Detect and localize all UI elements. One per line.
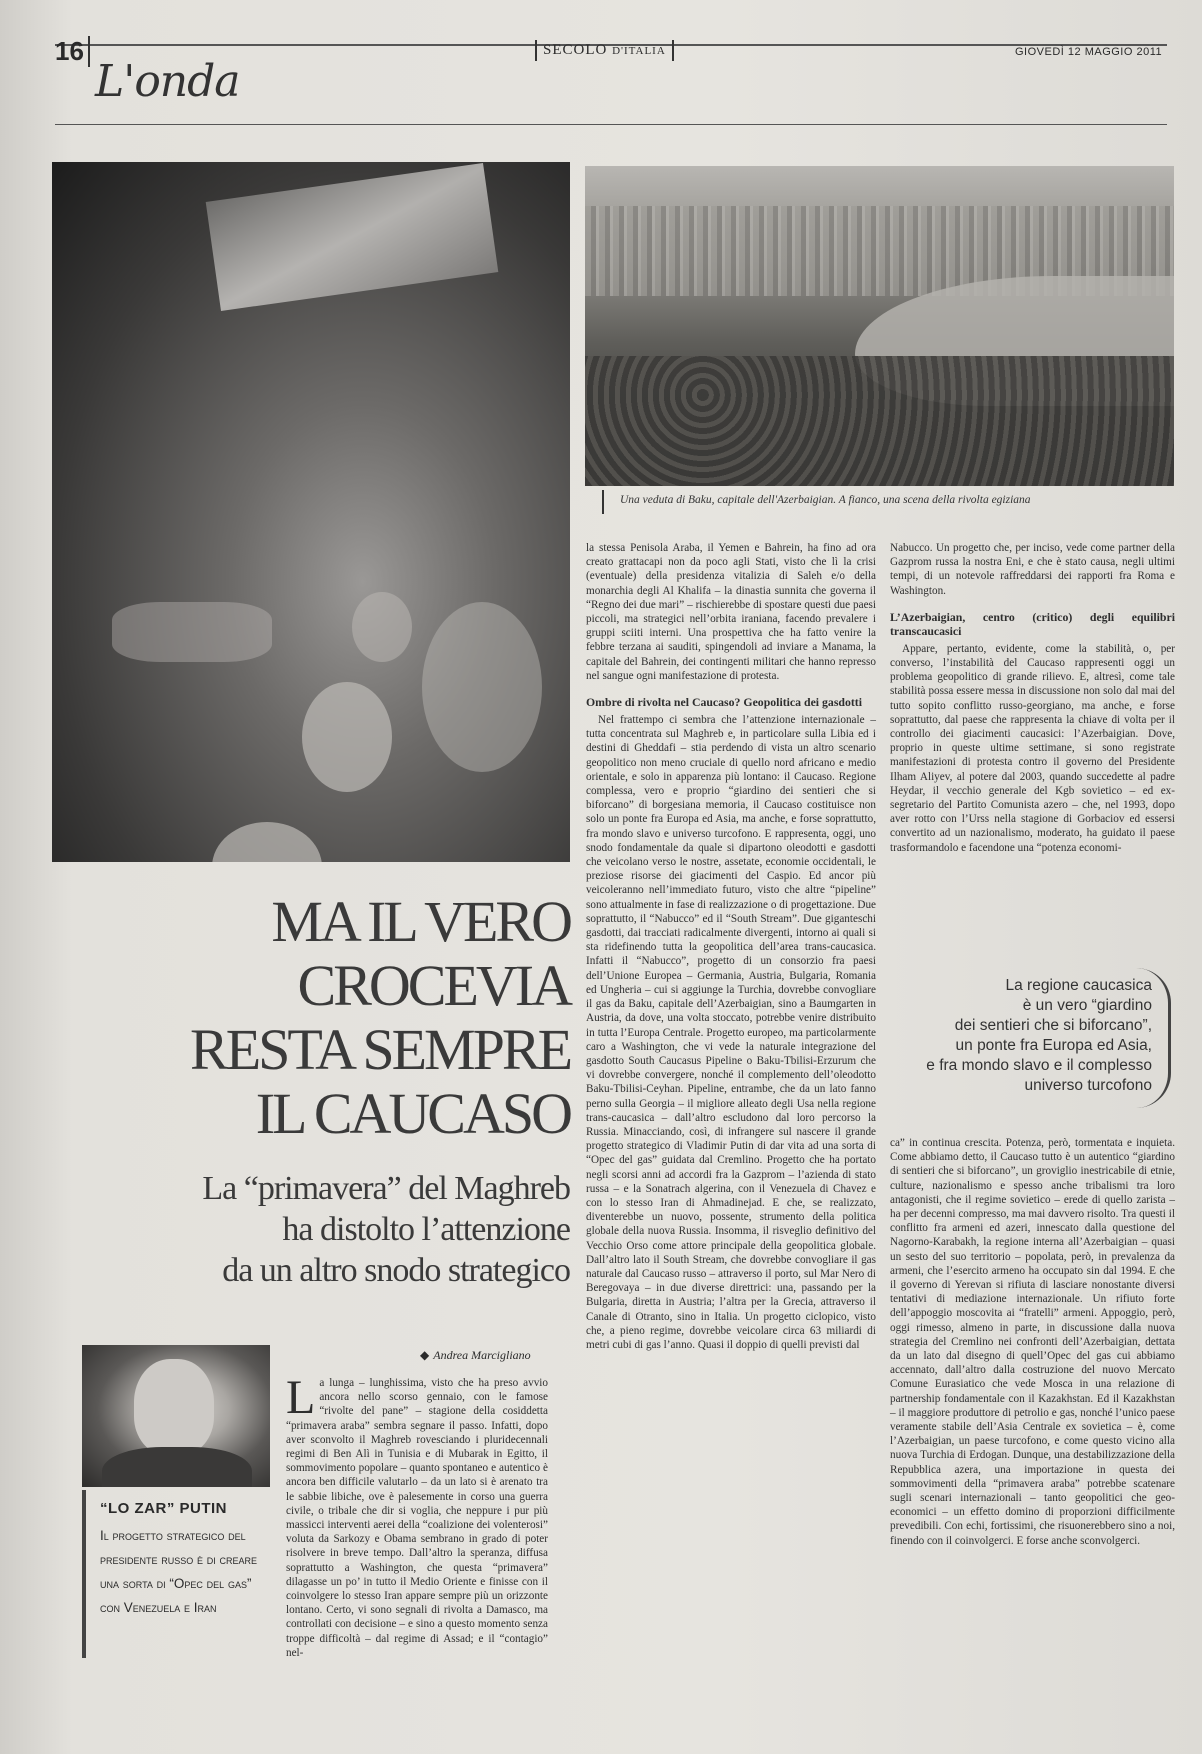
caption-rule <box>602 490 604 514</box>
subhead-line: da un altro snodo strategico <box>222 1252 570 1289</box>
protest-photo <box>52 162 570 862</box>
pull-quote-line: e fra mondo slavo e il complesso <box>926 1057 1152 1074</box>
photo-face-shape <box>302 682 392 792</box>
article-text: Nel frattempo ci sembra che l’attenzione internazionale – tutta concentrata sul Maghreb e, in particolare sulla Libia ed i destini di Gheddafi – stia perdendo di vista un altro scenario geopolitico non meno cruciale di quello nord africano e medio orientale, e solo in apparenza più lontano: il Caucaso. Regione complessa, vero e proprio “giardino dei sentieri che si biforcano” di borgesiana memoria, il Caucaso costituisce non solo un ponte fra Europa ed Asia, ma anche, e forse soprattutto, fra mondo slavo e universo turcofono. E rappresenta, oggi, uno snodo fondamentale da quale si dipartono oleodotti e gasdotti che veicolano verso le nostre, assetate, economie occidentali, le preziose risorse dei giacimenti del Caspio. Ed ancor più veicoleranno nell’immediato futuro, visto che altre “pipeline” sono attualmente in fase di realizzazione o di progettazione. Due soprattutto, il “Nabucco” ed il “South Stream”. Due giganteschi gasdotti, dai tracciati radicalmente divergenti, intorno ai quali si sta ridefinendo tutta la geopolitica dell’area trans-caucasica. Infatti il “Nabucco”, progetto di un consorzio fra paesi dell’Unione Europea – Germania, Austria, Bulgaria, Romania ed Ungheria – cui si aggiunge la Turchia, dovrebbe convogliare il gas da Baku, capitale dell’Azerbaigian, sino a Baumgarten in Austria, da dove, una volta stoccato, potrebbe venire distribuito in tutta l’Europa Centrale. Progetto europeo, ma particolarmente caro a Washington, che vi vede la naturale integrazione del gasdotto South Caucasus Pipeline o Baku-Tbilisi-Erzurum che vi dovrebbe convergere, nonché il complemento dell’oleodotto Baku-Tbilisi-Ceyhan. Pipeline, entrambe, che da un lato fanno perno sulla Georgia – il migliore alleato degli Usa nella regione trans-caucasica – dall’altro escludono dal loro percorso la Russia. Minacciando, così, di infrangere sul nascere il grande progetto strategico di Vladimir Putin di dar vita ad una sorta di “Opec del gas” guidata dal Cremlino. Progetto che ha portato negli scorsi anni ad accordi fra la Gazprom – l’azienda di stato russa – e la Sonatrach algerina, con il Venezuela di Chavez e con lo stesso Iran di Ahmadinejad. E che, se realizzato, diventerebbe un nuovo, possente, strumento della politica globale della nuova Russia. Insomma, il risveglio definitivo del Vecchio Orso come attore principale della geopolitica globale. Dall’altro lato il South Stream, che dovrebbe convogliare il gas naturale dal Caucaso russo – attraverso il porto, sul Mar Nero di Beregovaya – in due diverse direttrici: una, passando per la Bulgaria, diretta in Austria; l’altra per la Grecia, attraverso il Canale di Otranto, sino in Italia. Un progetto ciclopico, visto che, a pieno regime, dovrebbe veicolare circa 63 miliardi di metri cubi di gas l’anno. Quasi il doppio di quelli previsti dal <box>586 714 876 1351</box>
section-logo: L'onda <box>95 56 240 107</box>
pull-quote-line: La regione caucasica <box>1005 977 1152 994</box>
masthead-small: D'ITALIA <box>612 45 666 57</box>
article-column-3 <box>890 541 1175 855</box>
byline <box>420 1348 531 1363</box>
photo-trees-shape <box>585 356 1174 486</box>
article-text: Nabucco. Un progetto che, per inciso, vede come partner della Gazprom russa la nostra Eni, e che è stato causa, negli ultimi tempi, di un notevole raffreddarsi dei rapporti fra Roma e Washington. <box>890 542 1175 597</box>
page-number: 16 <box>55 36 90 67</box>
article-text: la stessa Penisola Araba, il Yemen e Bahrein, ha fino ad ora creato grattacapi non da poco agli Stati, visto che lì la crisi (eventuale) della presidenza vitalizia di Saleh e/o della monarchia degli Al Khalifa – la dinastia sunnita che governa il “Regno dei due mari” – rischierebbe di spostare questi due paesi piccoli, ma strategici nell’orbita iraniana, facendo prevalere i gruppi sciiti interni. Una prospettiva che ha fatto venire la febbre terzana ai sauditi, spingendoli ad inviare a Manama, la capitale del Bahrein, dei contingenti militari che hanno represso nel sangue ogni manifestazione di protesta. <box>586 542 876 682</box>
headline-line: MA IL VERO <box>271 889 570 954</box>
photo-face-shape <box>212 822 322 862</box>
photo-face-shape <box>352 592 412 662</box>
headline-line: RESTA SEMPRE <box>190 1017 570 1082</box>
subhead-line: La “primavera” del Maghreb <box>202 1170 570 1207</box>
pull-quote-line: dei sentieri che si biforcano”, <box>954 1017 1152 1034</box>
masthead <box>535 40 674 61</box>
subhead-line: ha distolto l’attenzione <box>282 1211 570 1248</box>
sidebar-rule <box>82 1490 86 1658</box>
masthead-main: SECOLO <box>543 42 608 58</box>
subheadline <box>80 1168 570 1291</box>
headline-line: IL CAUCASO <box>255 1081 570 1146</box>
sidebar-label: “LO ZAR” PUTIN <box>100 1500 227 1517</box>
section-rule <box>55 124 1167 125</box>
photo-arm-shape <box>112 602 272 662</box>
photo-caption: Una veduta di Baku, capitale dell'Azerbaigian. A fianco, una scena della rivolta egiziana <box>620 494 1031 506</box>
pull-quote-line: è un vero “giardino <box>1022 997 1152 1014</box>
photo-hand-shape <box>422 602 542 772</box>
photo-flag-shape <box>206 163 499 311</box>
putin-photo <box>82 1345 270 1487</box>
author-name: Andrea Marcigliano <box>433 1348 531 1362</box>
photo-face-shape <box>134 1359 214 1455</box>
section-heading: L’Azerbaigian, centro (critico) degli equilibri transcaucasici <box>890 609 1175 638</box>
article-text: a lunga – lunghissima, visto che ha preso avvio ancora nello scorso gennaio, con le famose “rivolte del pane” – stagione della cosiddetta “primavera araba” sembra segnare il passo. Infatti, dopo aver sconvolto il Maghreb rovesciando i pluridecennali regimi di Ben Alì in Tunisia e di Mubarak in Egitto, il sommovimento popolare – quanto spontaneo e autentico è ancora ben difficile valutarlo – da un lato si è arenato tra le sabbie libiche, ove è palesemente in corso una guerra civile, o tribale che dir si voglia, che neppure i pur più massicci interventi aerei della “coalizione dei volenterosi” voluta da Sarkozy e Obama sembrano in grado di poter risolvere in breve tempo. Dall’altro la speranza, diffusa soprattutto a Washington, che questa “primavera” dilagasse un po’ in tutto il Medio Oriente e finisse con il coinvolgere lo stesso Iran appare sempre più un orizzonte lontano. Certo, vi sono segnali di rivolta a Damasco, ma controllati con decisione – e sino a questo momento senza troppe difficoltà – dal regime di Assad; e il “contagio” nel- <box>286 1377 548 1659</box>
article-text: Appare, pertanto, evidente, come la stabilità, o, per converso, l’instabilità del Caucaso rappresenti oggi un problema geopolitico di grande rilievo. E, altresì, come tale stabilità possa essere messa in discussione non solo dal mai del tutto sopito conflitto russo-georgiano, ma anche, e forse soprattutto, dal paese che rappresenta la chiave di volta per il controllo dei giacimenti caucasici: l’Azerbaigian. Dove, proprio in queste ultime settimane, si sono registrate manifestazioni di protesta contro il governo del Presidente Ilham Aliyev, al potere dal 2003, quando succedette al padre Heydar, il vecchio generale del Kgb sovietico – ed ex-segretario del Partito Comunista azero – che, nel 1993, dopo aver rotto con l’Urss nella stagione di Gorbaciov ed essersi convertito ad un nazionalismo, moderato, ha guidato il paese trasformandolo e facendone una “potenza economi- <box>890 642 1175 854</box>
baku-photo <box>585 166 1174 486</box>
article-column-1 <box>286 1371 548 1660</box>
pull-quote-line: un ponte fra Europa ed Asia, <box>955 1037 1152 1054</box>
byline-diamond-icon: ◆ <box>420 1348 430 1362</box>
section-heading: Ombre di rivolta nel Caucaso? Geopolitica dei gasdotti <box>586 695 863 710</box>
article-column-2 <box>586 541 876 1352</box>
sidebar-text: Il progetto strategico del presidente russo è di creare una sorta di “Opec del gas” con Venezuela e Iran <box>100 1528 258 1615</box>
headline <box>100 890 570 1146</box>
headline-line: CROCEVIA <box>297 953 570 1018</box>
photo-suit-shape <box>102 1447 252 1487</box>
issue-date: GIOVEDÌ 12 MAGGIO 2011 <box>1015 46 1163 58</box>
drop-cap: L <box>286 1371 316 1424</box>
article-column-4 <box>890 1136 1175 1548</box>
pull-quote-line: universo turcofono <box>1024 1077 1152 1094</box>
pull-quote <box>880 976 1152 1096</box>
article-text: ca” in continua crescita. Potenza, però, tormentata e inquieta. Come abbiamo detto, il Caucaso tutto è un autentico “giardino di sentieri che si biforcano”, un groviglio inestricabile di etnie, culture, nazionalismo e spesso anche tribalismi tra loro antagonisti, che il regime sovietico – erede di quello zarista – ha per decenni compresso, ma mai davvero risolto. Tra questi il conflitto fra armeni ed azeri, innescato dalla questione del Nagorno-Karabakh, la regione interna all’Azerbaigian – quasi un sesto del suo territorio – popolata, però, in prevalenza da armeni, che l’esercito armeno ha occupato sin dal 1994. E che il governo di Yerevan si rifiuta di lasciare nonostante diversi tentativi di mediazione internazionale. Un rifiuto forte dell’appoggio moscovita ai “fratelli” armeni. Appoggio, però, oggi rimesso, almeno in parte, in discussione dalla nuova strategia del Cremlino nei confronti dell’Azerbaigian, dettata da un lato dal disegno di quell’Opec del gas cui abbiamo accennato, dall’altro dalla costruzione del nuovo Mercato Comune Eurasiatico che vede Mosca in una relazione di partnership fondamentale con il Kazakhstan. Ed il Kazakhstan – il maggiore produttore di petrolio e gas, nonché l’unico paese veramente stabile dell’Asia Centrale ex sovietica – è, come l’Azerbaigian, un paese turcofono, e come questo vicino alla nuova Turchia di Erdogan. Dunque, una destabilizzazione della Repubblica azera, una importazione in questa dei sommovimenti della “primavera araba” potrebbe scatenare sugli scenari internazionali – tanto geopolitici che geo-economici – un effetto domino di proporzioni difficilmente prevedibili. Con echi, fortissimi, che risuonerebbero sino a noi, finendo con il coinvolgerci. E forse anche sconvolgerci. <box>890 1137 1175 1547</box>
